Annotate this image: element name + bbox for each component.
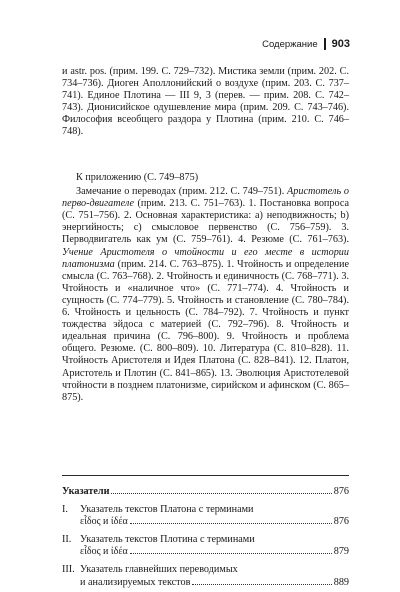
appendix-italic-title-2: Учение Аристотеля о чтойности и его месте в истории платонизма: [62, 246, 349, 270]
index-number: I.: [62, 504, 68, 516]
dot-leader: [130, 523, 332, 524]
appendix-body: [62, 186, 349, 404]
index-title-line: Указатель текстов Платона с терминами: [80, 504, 254, 516]
toc-entry-index-2[interactable]: [62, 534, 349, 558]
index-title-line-2: и анализируемых текстов: [80, 576, 191, 588]
header-section-title: Содержание: [262, 38, 318, 50]
running-header: [262, 38, 350, 50]
index-title-line: Указатель текстов Плотина с терминами: [80, 534, 255, 546]
toc-paragraph-continued: и astr. pos. (прим. 199. С. 729–732). Мистика земли (прим. 202. С. 734–736). Диоген Аполлонийский о воздухе (прим. 203. С. 737–741). Единое Плотина — III 9, 3 (перев. — прим. 208. С. 742–743). Дионисийское одушевление мира (прим. 209. С. 743–746). Философия всеобщего раздора у Плотина (прим. 210. С. 746–748).: [62, 66, 349, 138]
header-page-number: 903: [331, 38, 350, 50]
index-number: II.: [62, 534, 72, 546]
appendix-text-1: Замечание о переводах (прим. 212. С. 749–751).: [76, 186, 288, 198]
index-title-line: Указатель главнейших переводимых: [80, 564, 238, 576]
dot-leader: [111, 493, 331, 494]
dot-leader: [130, 553, 332, 554]
index-number: III.: [62, 564, 75, 576]
index-page: 889: [333, 576, 349, 588]
toc-appendix-section: [62, 172, 349, 404]
header-separator: [324, 38, 326, 50]
section-divider: [62, 475, 349, 476]
index-title-line-2: εἶδος и ἰδέα: [80, 516, 128, 528]
index-page: 876: [333, 516, 349, 528]
indexes-title: Указатели: [62, 486, 110, 497]
index-title-line-2: εἶδος и ἰδέα: [80, 546, 128, 558]
toc-entry-indexes[interactable]: [62, 486, 349, 498]
dot-leader: [192, 584, 331, 585]
appendix-heading: К приложению (С. 749–875): [76, 172, 199, 183]
indexes-page: 876: [333, 486, 349, 497]
toc-entry-index-1[interactable]: [62, 504, 349, 528]
index-page: 879: [333, 546, 349, 558]
appendix-text-3: (прим. 214. С. 763–875). 1. Чтойность и определение смысла (С. 763–768). 2. Чтойность и единичность (С. 768–771). 3. Чтойность и «наличное что» (С. 771–774). 4. Чтойность и сущность (С. 774–779). 5. Чтойность и становление (С. 780–784). 6. Чтойность и цельность (С. 784–792). 7. Чтойность и пункт тождества эйдоса с материей (С. 792–796). 8. Чтойность и идеальная причина (С. 796–800). 9. Чтойность и проблема общего. Резюме. (С. 800–809). 10. Литература (С. 810–828). 11. Чтойность Аристотеля и Идея Платона (С. 828–841). 12. Платон, Аристотель и Плотин (С. 841–865). 13. Эволюция Аристотелевой чтойности в позднем платонизме, сирийском и афинском (С. 865–875).: [62, 258, 349, 403]
appendix-italic-title-1: Аристотель о перво-двигателе: [62, 186, 349, 210]
toc-entry-index-3[interactable]: [62, 564, 349, 588]
toc-indexes-section: [62, 486, 349, 589]
appendix-text-2: (прим. 213. С. 751–763). 1. Постановка вопроса (С. 751–756). 2. Основная характеристика: a) неподвижность; b) энергийность; c) смысловое первенство (С. 756–759). 3. Перводвигатель как ум (С. 759–761). 4. Резюме (С. 761–763).: [62, 198, 349, 246]
